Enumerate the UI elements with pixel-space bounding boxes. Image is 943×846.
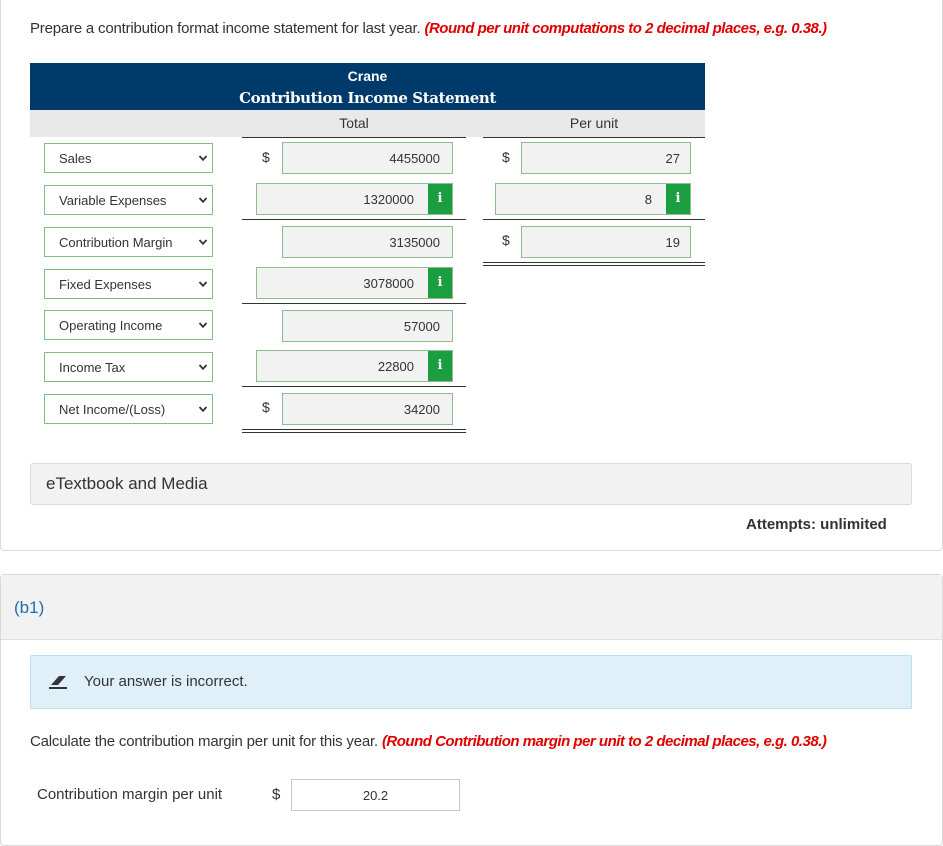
question-text: Calculate the contribution margin per unit for this year. [30,733,378,750]
sales-per-unit-input[interactable] [521,142,691,174]
instructions-text: Prepare a contribution format income statement for last year. [30,20,421,37]
incorrect-answer-alert [30,655,912,709]
select-value: Sales [59,151,92,166]
input-value: 34200 [403,402,440,417]
select-value: Contribution Margin [59,235,173,250]
info-icon[interactable]: i [428,184,452,214]
column-per-unit-header: Per unit [569,115,619,131]
variable-expenses-per-unit-input[interactable] [495,183,691,215]
variable-expenses-total-input[interactable] [256,183,453,215]
subtotal-line [242,219,466,220]
row-label-select-operating-income[interactable] [44,310,213,340]
input-value: 22800 [377,359,414,374]
input-value: 3078000 [363,276,414,291]
question-note: (Round Contribution margin per unit to 2 decimal places, e.g. 0.38.) [381,733,827,750]
eraser-icon [48,671,70,691]
chevron-down-icon [198,152,208,164]
alert-message: Your answer is incorrect. [84,673,248,690]
select-value: Net Income/(Loss) [59,402,166,417]
select-value: Operating Income [59,318,163,333]
column-per-unit-underline [483,137,705,138]
input-value: 19 [665,235,680,250]
etextbook-label: eTextbook and Media [46,474,208,493]
instructions-note: (Round per unit computations to 2 decimal places, e.g. 0.38.) [424,20,827,37]
statement-header [30,63,705,110]
contribution-margin-per-unit-input[interactable] [291,779,460,811]
select-value: Variable Expenses [59,193,167,208]
chevron-down-icon [198,403,208,415]
input-value: 27 [665,151,680,166]
chevron-down-icon [198,361,208,373]
operating-income-total-input[interactable] [282,310,453,342]
row-label-select-sales[interactable] [44,143,213,173]
subtotal-line [483,219,705,220]
input-value: 1320000 [363,192,414,207]
statement-title: Contribution Income Statement [239,89,496,107]
subtotal-line [242,303,466,304]
chevron-down-icon [198,236,208,248]
row-label-select-fixed-expenses[interactable] [44,269,213,299]
contribution-margin-per-unit-label: Contribution margin per unit [37,786,223,803]
select-value: Fixed Expenses [59,277,152,292]
company-name: Crane [347,68,388,84]
instructions [30,20,827,37]
info-icon[interactable]: i [666,184,690,214]
income-tax-total-input[interactable] [256,350,453,382]
row-label-select-income-tax[interactable] [44,352,213,382]
double-underline [242,429,466,433]
select-value: Income Tax [59,360,126,375]
double-underline [483,262,705,266]
etextbook-media-link[interactable] [30,463,912,505]
currency-symbol: $ [262,399,270,415]
column-total-underline [242,137,466,138]
info-icon[interactable]: i [428,351,452,381]
input-value: 8 [644,192,652,207]
part-b1-header [1,575,942,640]
row-label-select-variable-expenses[interactable] [44,185,213,215]
currency-symbol: $ [272,786,281,803]
input-value: 20.2 [362,788,389,803]
chevron-down-icon [198,194,208,206]
contribution-margin-total-input[interactable] [282,226,453,258]
currency-symbol: $ [502,232,510,248]
part-b1-label: (b1) [14,598,45,617]
input-value: 4455000 [389,151,440,166]
fixed-expenses-total-input[interactable] [256,267,453,299]
currency-symbol: $ [262,149,270,165]
net-income-total-input[interactable] [282,393,453,425]
sales-total-input[interactable] [282,142,453,174]
subtotal-line [242,386,466,387]
input-value: 3135000 [389,235,440,250]
info-icon[interactable]: i [428,268,452,298]
row-label-select-contribution-margin[interactable] [44,227,213,257]
currency-symbol: $ [502,149,510,165]
attempts-label: Attempts: unlimited [746,516,887,533]
row-label-select-net-income[interactable] [44,394,213,424]
contribution-margin-per-unit-input[interactable] [521,226,691,258]
input-value: 57000 [403,319,440,334]
column-total-header: Total [339,115,369,131]
question-b1 [30,733,826,750]
chevron-down-icon [198,319,208,331]
chevron-down-icon [198,278,208,290]
